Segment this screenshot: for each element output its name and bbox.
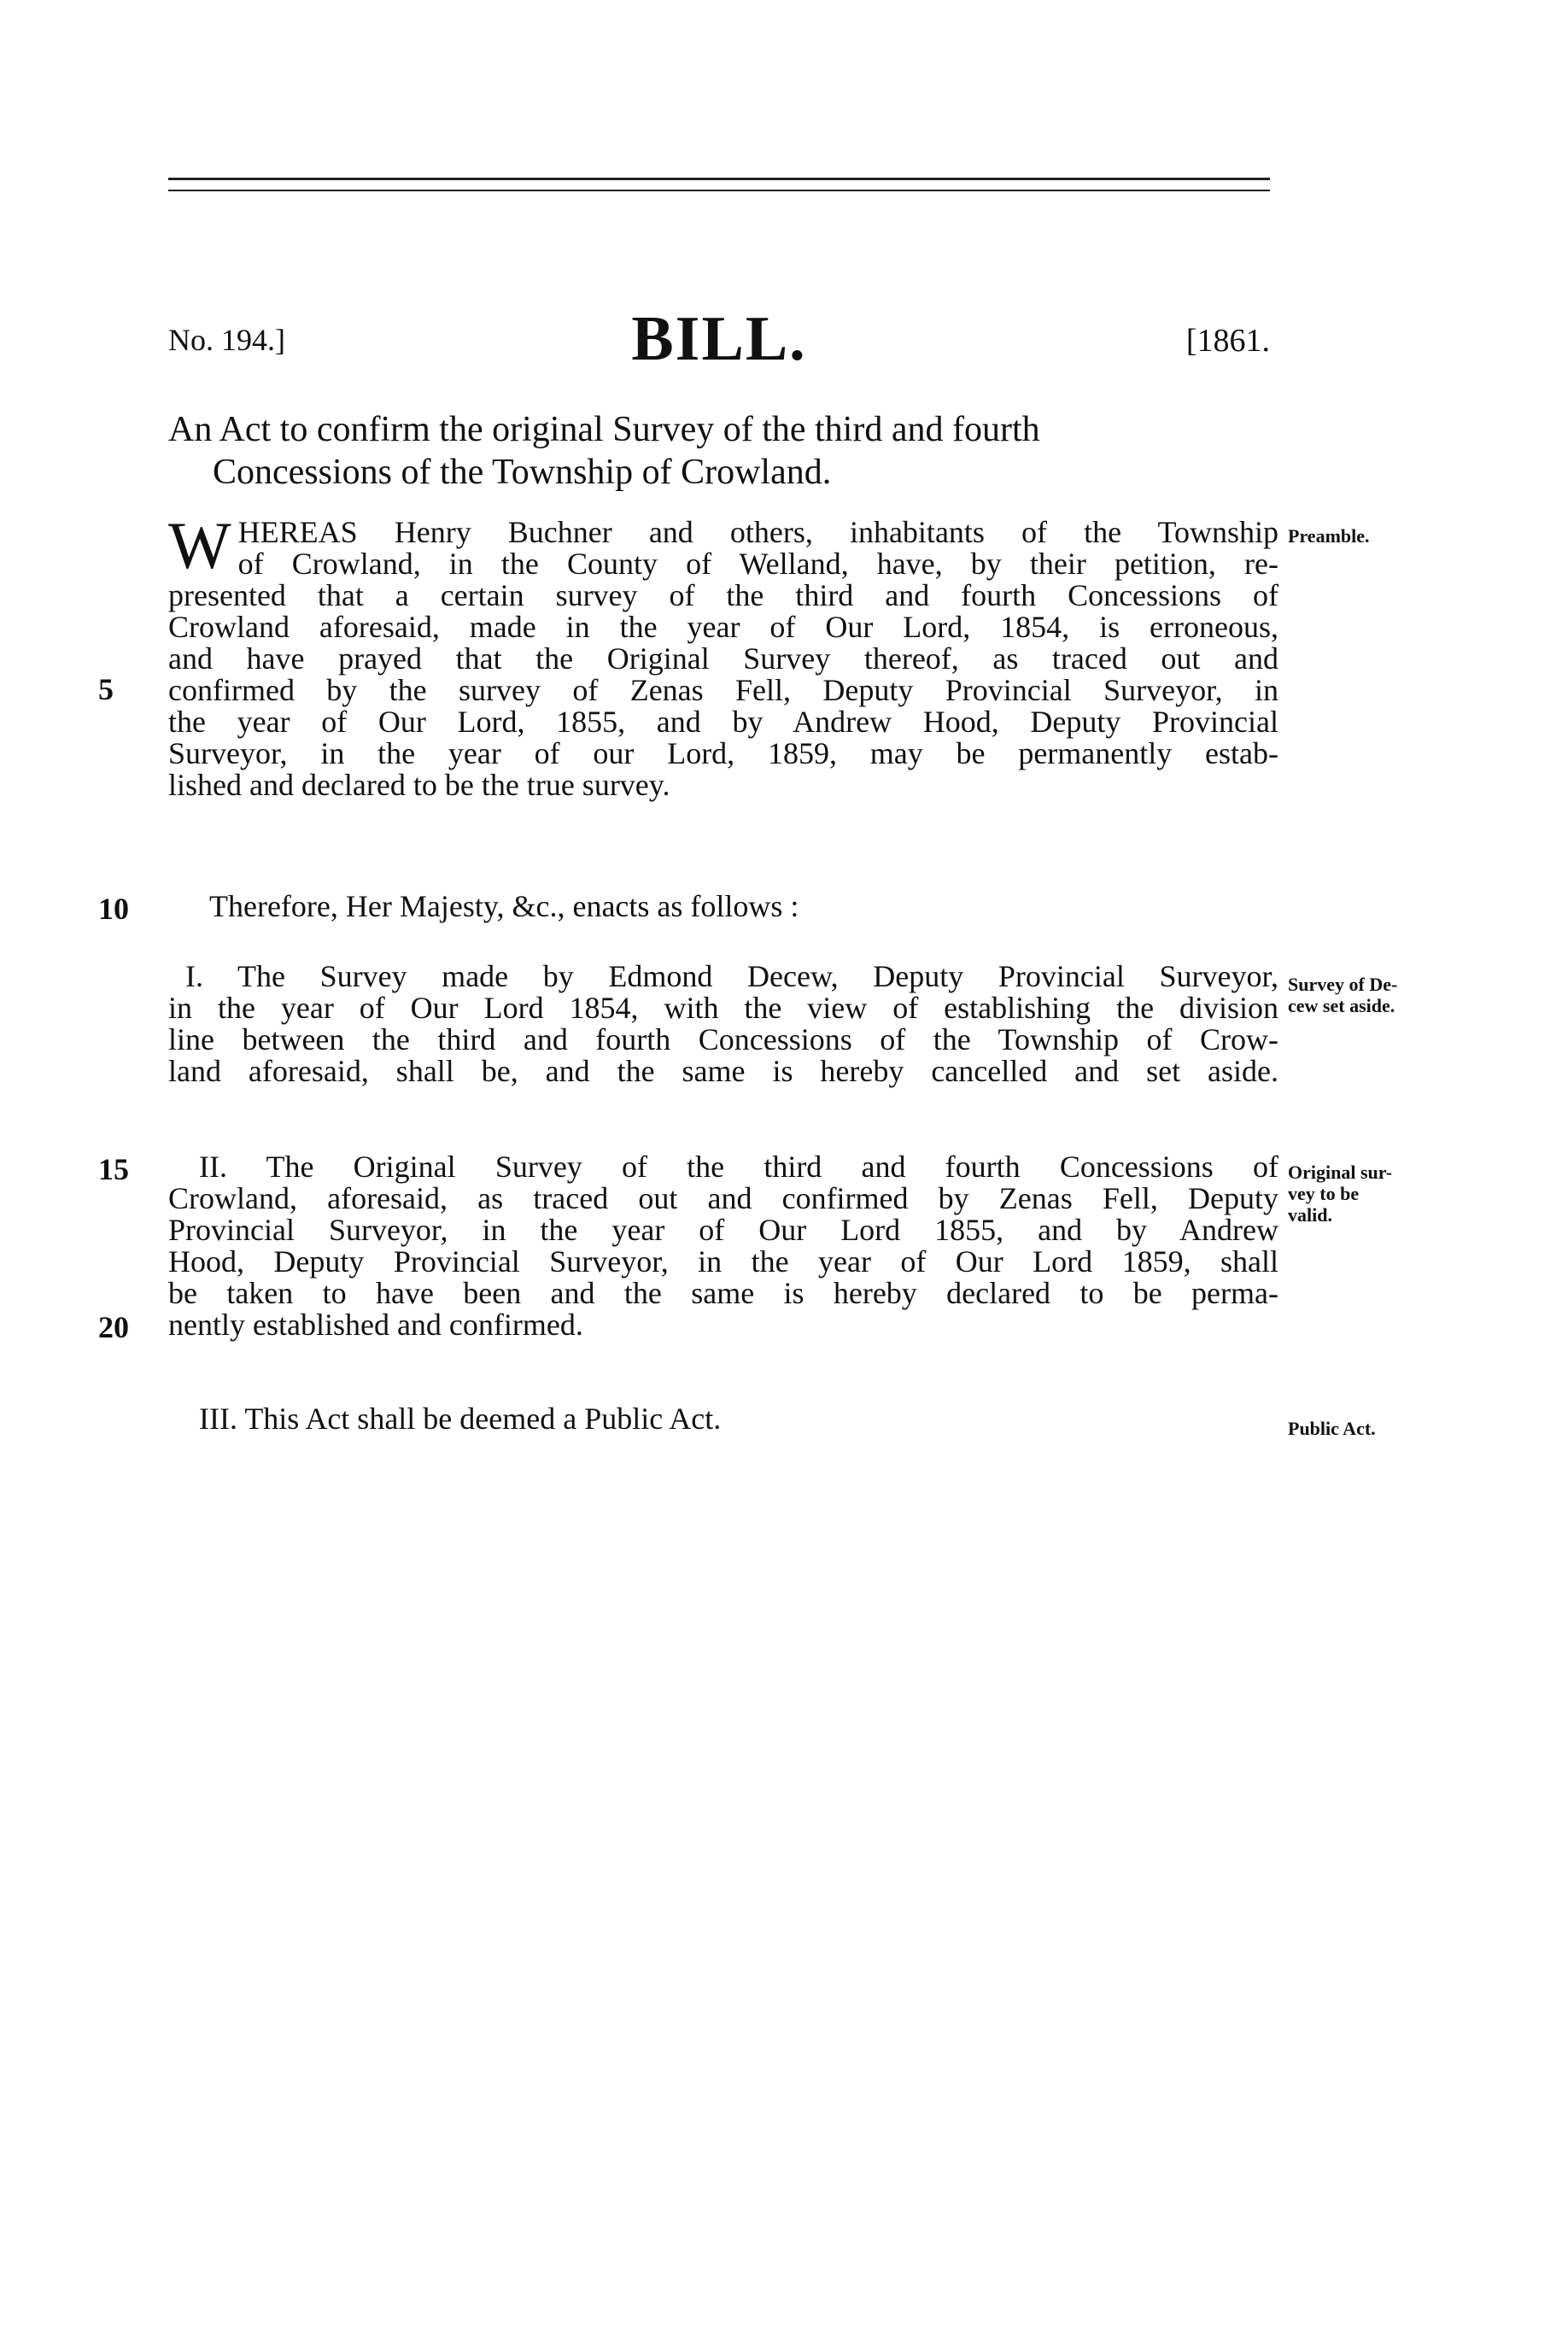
enacting-clause	[168, 891, 1278, 922]
marginal-note-line: valid.	[1288, 1204, 1332, 1226]
bill-header	[168, 303, 1270, 380]
section-2-line: Provincial Surveyor, in the year of Our Lord 1855, and by Andrew	[168, 1213, 1278, 1247]
preamble-line: Surveyor, in the year of our Lord, 1859, may be permanently estab-	[168, 736, 1278, 770]
section-2-line: be taken to have been and the same is hereby declared to be perma-	[168, 1276, 1278, 1310]
marginal-note-line: vey to be	[1288, 1183, 1360, 1204]
section-1-line: I. The Survey made by Edmond Decew, Deputy Provincial Surveyor,	[185, 959, 1278, 993]
bill-year: [1861.	[1185, 323, 1270, 359]
top-rule	[168, 178, 1270, 180]
preamble-line: and have prayed that the Original Survey thereof, as traced out and	[168, 641, 1278, 676]
title-line-2: Concessions of the Township of Crowland.	[213, 453, 832, 492]
marginal-note-line: Survey of De-	[1288, 974, 1398, 995]
preamble-line: confirmed by the survey of Zenas Fell, Deputy Provincial Surveyor, in	[168, 673, 1278, 707]
marginal-note-section-2	[1288, 1162, 1501, 1226]
line-number: 20	[98, 1310, 129, 1344]
preamble-paragraph	[168, 508, 1278, 802]
section-3	[168, 1403, 1278, 1435]
section-2-line: nently established and confirmed.	[168, 1308, 583, 1342]
preamble-line: presented that a certain survey of the third and fourth Concessions of	[168, 578, 1278, 612]
line-number: 5	[98, 672, 114, 706]
marginal-note-line: Original sur-	[1288, 1162, 1393, 1183]
line-number: 15	[98, 1152, 129, 1186]
section-2-line: II. The Original Survey of the third and fourth Concessions of	[199, 1150, 1278, 1184]
section-2-line: Crowland, aforesaid, as traced out and confirmed by Zenas Fell, Deputy	[168, 1181, 1278, 1215]
section-1-line: in the year of Our Lord 1854, with the view of establishing the division	[168, 991, 1278, 1025]
section-3-line: III. This Act shall be deemed a Public Act.	[199, 1402, 722, 1436]
marginal-note-section-1	[1288, 974, 1501, 1016]
line-number: 10	[98, 892, 129, 926]
dropcap: W	[168, 508, 231, 582]
preamble-line: the year of Our Lord, 1855, and by Andrew Hood, Deputy Provincial	[168, 705, 1278, 739]
enacting-line: Therefore, Her Majesty, &c., enacts as follows :	[209, 889, 799, 923]
top-rule-secondary	[168, 190, 1270, 191]
bill-title	[168, 408, 1278, 494]
marginal-note-section-3: Public Act.	[1288, 1418, 1376, 1439]
preamble-line: HEREAS Henry Buchner and others, inhabitants of the Township	[237, 515, 1278, 549]
preamble-line: of Crowland, in the County of Welland, have, by their petition, re-	[237, 547, 1278, 581]
bill-type: BILL.	[631, 304, 807, 374]
preamble-line: Crowland aforesaid, made in the year of Our Lord, 1854, is erroneous,	[168, 610, 1278, 644]
marginal-note-line: cew set aside.	[1288, 995, 1395, 1016]
section-2	[168, 1151, 1278, 1341]
title-line-1: An Act to confirm the original Survey of the third and fourth	[168, 410, 1040, 449]
section-1-line: line between the third and fourth Concessions of the Township of Crow-	[168, 1022, 1278, 1056]
marginal-note-preamble: Preamble.	[1288, 525, 1370, 547]
section-1	[168, 961, 1278, 1087]
section-2-line: Hood, Deputy Provincial Surveyor, in the year of Our Lord 1859, shall	[168, 1244, 1278, 1279]
section-1-line: land aforesaid, shall be, and the same is hereby cancelled and set aside.	[168, 1054, 1278, 1088]
bill-number: No. 194.]	[168, 323, 285, 357]
preamble-line: lished and declared to be the true survey.	[168, 768, 670, 802]
